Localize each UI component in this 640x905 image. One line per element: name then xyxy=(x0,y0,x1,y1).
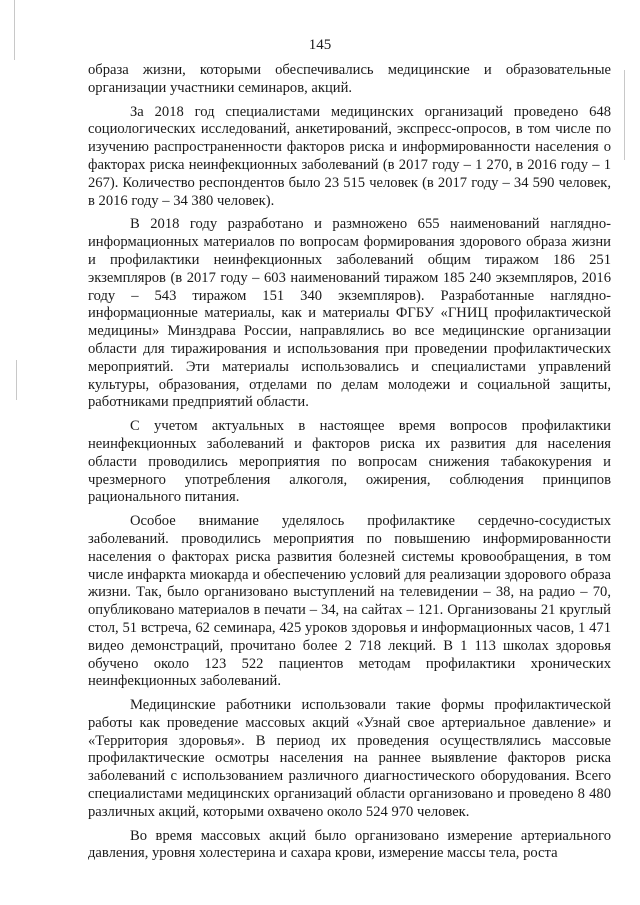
scan-edge-mark xyxy=(624,70,625,160)
paragraph-6: Медицинские работники использовали такие формы профилактической работы как проведение массовых акций «Узнай свое артериальное давление» и «Территория здоровья». В период их проведения осуществлялись массовые профилактические осмотры населения на раннее выявление факторов риска заболеваний с использованием различного диагностического оборудования. Всего специалистами медицинских организаций области организовано и проведено 8 480 различных акций, которыми охвачено около 524 970 человек. xyxy=(88,697,611,820)
paragraph-1: образа жизни, которыми обеспечивались медицинские и образовательные организации участники семинаров, акций. xyxy=(88,62,611,96)
paragraph-4: С учетом актуальных в настоящее время вопросов профилактики неинфекционных заболеваний и факторов риска их развития для населения области проводились мероприятия по вопросам снижения табакокурения и чрезмерного употребления алкоголя, ожирения, соблюдения принципов рационального питания. xyxy=(88,418,611,506)
paragraph-3: В 2018 году разработано и размножено 655 наименований наглядно-информационных материалов по вопросам формирования здорового образа жизни и профилактики неинфекционных заболеваний общим тиражом 186 251 экземпляров (в 2017 году – 603 наименований тиражом 185 240 экземпляров, 2016 году – 543 тиражом 151 340 экземпляров). Разработанные наглядно-информационные материалы, как и материалы ФГБУ «ГНИЦ профилактической медицины» Минздрава России, направлялись во все медицинские организации области для тиражирования и использования при проведении профилактических мероприятий. Эти материалы использовались и специалистами управлений культуры, образования, отделами по делам молодежи и социальной защиты, работниками предприятий области. xyxy=(88,216,611,411)
paragraph-5: Особое внимание уделялось профилактике сердечно-сосудистых заболеваний. проводились мероприятия по повышению информированности населения о факторах риска развития болезней системы кровообращения, в том числе инфаркта миокарда и обеспечению условий для реализации здорового образа жизни. Так, было организовано выступлений на телевидении – 38, на радио – 70, опубликовано материалов в печати – 34, на сайтах – 121. Организованы 21 круглый стол, 51 встреча, 62 семинара, 425 уроков здоровья и информационных часов, 1 471 видео демонстраций, прочитано более 2 718 лекций. В 1 113 школах здоровья обучено около 123 522 пациентов методам профилактики хронических неинфекционных заболеваний. xyxy=(88,513,611,690)
scan-edge-mark xyxy=(14,0,15,60)
page-number: 145 xyxy=(308,37,332,53)
scan-edge-mark xyxy=(16,360,17,400)
document-body xyxy=(88,62,611,863)
paragraph-7: Во время массовых акций было организовано измерение артериального давления, уровня холестерина и сахара крови, измерение массы тела, роста xyxy=(88,827,611,862)
paragraph-2: За 2018 год специалистами медицинских организаций проведено 648 социологических исследований, анкетирований, экспресс-опросов, в том числе по изучению распространенности факторов риска и информированности населения о факторах риска неинфекционных заболеваний (в 2017 году – 1 270, в 2016 году – 1 267). Количество респондентов было 23 515 человек (в 2017 году – 34 590 человек, в 2016 году – 34 380 человек). xyxy=(88,103,611,209)
